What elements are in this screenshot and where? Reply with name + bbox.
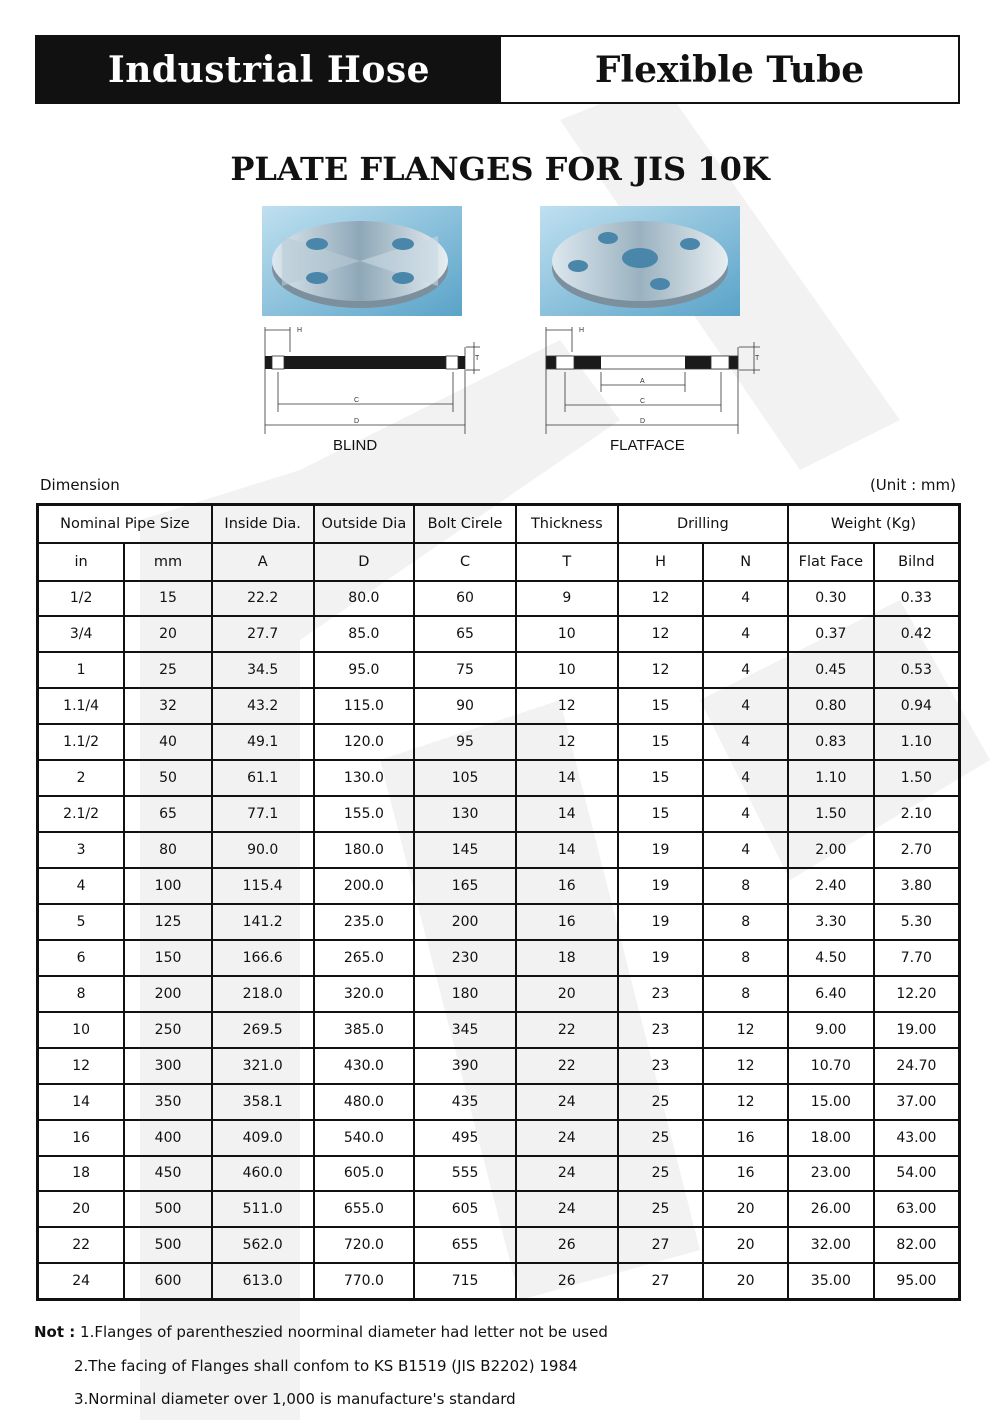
table-cell: 0.37 <box>788 616 874 652</box>
table-cell: 100 <box>124 868 212 904</box>
table-cell: 26 <box>516 1263 618 1299</box>
table-cell: 8 <box>703 868 788 904</box>
table-cell: 613.0 <box>212 1263 314 1299</box>
table-cell: 19 <box>618 940 704 976</box>
table-cell: 80.0 <box>314 581 415 617</box>
table-cell: 24.70 <box>874 1048 960 1084</box>
table-cell: 6 <box>38 940 125 976</box>
header-thickness: Thickness <box>516 505 618 543</box>
note-item <box>34 1350 608 1384</box>
table-cell: 605 <box>414 1191 516 1227</box>
table-row <box>38 760 960 796</box>
table-cell: 14 <box>38 1084 125 1120</box>
table-cell: 95.00 <box>874 1263 960 1299</box>
table-cell: 1.1/4 <box>38 688 125 724</box>
table-cell: 4 <box>703 724 788 760</box>
table-cell: 600 <box>124 1263 212 1299</box>
table-cell: 12 <box>618 616 704 652</box>
table-cell: 390 <box>414 1048 516 1084</box>
table-row <box>38 1191 960 1227</box>
table-cell: 32 <box>124 688 212 724</box>
table-cell: 25 <box>618 1084 704 1120</box>
table-cell: 8 <box>703 976 788 1012</box>
header-left-title: Industrial Hose <box>37 37 501 102</box>
table-cell: 23 <box>618 1048 704 1084</box>
table-cell: 358.1 <box>212 1084 314 1120</box>
table-cell: 2.40 <box>788 868 874 904</box>
table-cell: 37.00 <box>874 1084 960 1120</box>
table-cell: 15 <box>618 724 704 760</box>
note-text: 1.Flanges of parentheszied noorminal diameter had letter not be used <box>80 1323 608 1341</box>
table-cell: 49.1 <box>212 724 314 760</box>
table-cell: 12.20 <box>874 976 960 1012</box>
flatface-flange-photo <box>540 206 740 316</box>
table-cell: 0.83 <box>788 724 874 760</box>
table-cell: 141.2 <box>212 904 314 940</box>
table-cell: 130.0 <box>314 760 415 796</box>
table-cell: 15 <box>618 688 704 724</box>
table-cell: 2.70 <box>874 832 960 868</box>
table-cell: 20 <box>516 976 618 1012</box>
table-cell: 7.70 <box>874 940 960 976</box>
table-cell: 12 <box>38 1048 125 1084</box>
table-cell: 12 <box>703 1084 788 1120</box>
table-cell: 50 <box>124 760 212 796</box>
blind-flange-drawing <box>250 322 480 437</box>
header-drilling: Drilling <box>618 505 788 543</box>
svg-text:T: T <box>475 355 480 362</box>
table-cell: 14 <box>516 796 618 832</box>
table-cell: 8 <box>703 940 788 976</box>
header-inside-dia: Inside Dia. <box>212 505 314 543</box>
table-cell: 35.00 <box>788 1263 874 1299</box>
table-cell: 321.0 <box>212 1048 314 1084</box>
table-cell: 18.00 <box>788 1120 874 1156</box>
table-cell: 0.30 <box>788 581 874 617</box>
svg-text:D: D <box>640 418 646 425</box>
table-cell: 500 <box>124 1191 212 1227</box>
table-cell: 300 <box>124 1048 212 1084</box>
table-cell: 15 <box>618 796 704 832</box>
table-cell: 4 <box>703 581 788 617</box>
table-cell: 19.00 <box>874 1012 960 1048</box>
table-cell: 155.0 <box>314 796 415 832</box>
table-row <box>38 1048 960 1084</box>
table-cell: 22 <box>516 1048 618 1084</box>
table-cell: 12 <box>703 1012 788 1048</box>
table-cell: 20 <box>703 1191 788 1227</box>
table-row <box>38 724 960 760</box>
table-cell: 15.00 <box>788 1084 874 1120</box>
table-cell: 32.00 <box>788 1227 874 1263</box>
table-cell: 409.0 <box>212 1120 314 1156</box>
table-cell: 19 <box>618 904 704 940</box>
flatface-flange-drawing <box>538 322 768 437</box>
header-outside-dia: Outside Dia <box>314 505 415 543</box>
table-cell: 3/4 <box>38 616 125 652</box>
table-cell: 200 <box>124 976 212 1012</box>
table-cell: 218.0 <box>212 976 314 1012</box>
table-cell: 105 <box>414 760 516 796</box>
table-cell: 24 <box>516 1084 618 1120</box>
table-cell: 720.0 <box>314 1227 415 1263</box>
subheader-blind: Bilnd <box>874 543 960 581</box>
table-cell: 320.0 <box>314 976 415 1012</box>
table-cell: 385.0 <box>314 1012 415 1048</box>
svg-text:C: C <box>640 398 646 405</box>
table-cell: 2 <box>38 760 125 796</box>
table-row <box>38 1263 960 1299</box>
table-row <box>38 1012 960 1048</box>
subheader-a: A <box>212 543 314 581</box>
table-cell: 10 <box>38 1012 125 1048</box>
table-cell: 770.0 <box>314 1263 415 1299</box>
table-cell: 6.40 <box>788 976 874 1012</box>
table-cell: 26 <box>516 1227 618 1263</box>
table-cell: 61.1 <box>212 760 314 796</box>
table-cell: 23 <box>618 976 704 1012</box>
table-cell: 8 <box>703 904 788 940</box>
table-cell: 165 <box>414 868 516 904</box>
table-cell: 0.42 <box>874 616 960 652</box>
unit-label: (Unit : mm) <box>869 476 956 494</box>
svg-text:D: D <box>354 418 360 425</box>
table-cell: 16 <box>516 904 618 940</box>
svg-text:H: H <box>579 327 585 334</box>
blind-label: BLIND <box>333 437 378 454</box>
table-cell: 24 <box>38 1263 125 1299</box>
table-cell: 435 <box>414 1084 516 1120</box>
table-cell: 23.00 <box>788 1156 874 1192</box>
table-cell: 655 <box>414 1227 516 1263</box>
table-cell: 20 <box>703 1263 788 1299</box>
table-cell: 18 <box>516 940 618 976</box>
table-cell: 22 <box>516 1012 618 1048</box>
table-cell: 27.7 <box>212 616 314 652</box>
table-cell: 4 <box>703 688 788 724</box>
table-cell: 1.50 <box>788 796 874 832</box>
table-cell: 562.0 <box>212 1227 314 1263</box>
table-cell: 25 <box>618 1156 704 1192</box>
table-cell: 125 <box>124 904 212 940</box>
table-cell: 4 <box>703 796 788 832</box>
flange-dimension-table <box>36 503 961 1301</box>
svg-text:A: A <box>640 378 645 385</box>
table-cell: 655.0 <box>314 1191 415 1227</box>
table-cell: 400 <box>124 1120 212 1156</box>
table-cell: 715 <box>414 1263 516 1299</box>
table-cell: 54.00 <box>874 1156 960 1192</box>
table-cell: 27 <box>618 1263 704 1299</box>
table-cell: 10 <box>516 652 618 688</box>
table-row <box>38 940 960 976</box>
subheader-n: N <box>703 543 788 581</box>
table-cell: 65 <box>124 796 212 832</box>
table-row <box>38 652 960 688</box>
table-cell: 0.45 <box>788 652 874 688</box>
subheader-t: T <box>516 543 618 581</box>
table-cell: 34.5 <box>212 652 314 688</box>
table-cell: 3.30 <box>788 904 874 940</box>
table-cell: 12 <box>618 652 704 688</box>
table-cell: 16 <box>703 1120 788 1156</box>
table-cell: 495 <box>414 1120 516 1156</box>
table-cell: 95 <box>414 724 516 760</box>
table-cell: 14 <box>516 832 618 868</box>
header-bar <box>35 35 960 104</box>
table-cell: 450 <box>124 1156 212 1192</box>
note-text: 3.Norminal diameter over 1,000 is manufacture's standard <box>74 1390 516 1408</box>
table-cell: 180.0 <box>314 832 415 868</box>
table-cell: 115.0 <box>314 688 415 724</box>
table-row <box>38 1156 960 1192</box>
table-cell: 269.5 <box>212 1012 314 1048</box>
table-cell: 82.00 <box>874 1227 960 1263</box>
table-cell: 345 <box>414 1012 516 1048</box>
table-cell: 85.0 <box>314 616 415 652</box>
table-cell: 166.6 <box>212 940 314 976</box>
table-cell: 18 <box>38 1156 125 1192</box>
table-cell: 430.0 <box>314 1048 415 1084</box>
table-cell: 12 <box>516 688 618 724</box>
table-cell: 350 <box>124 1084 212 1120</box>
table-cell: 480.0 <box>314 1084 415 1120</box>
table-cell: 1 <box>38 652 125 688</box>
table-cell: 3.80 <box>874 868 960 904</box>
flatface-label: FLATFACE <box>610 437 685 454</box>
table-cell: 1.10 <box>788 760 874 796</box>
table-cell: 19 <box>618 868 704 904</box>
table-cell: 4.50 <box>788 940 874 976</box>
table-cell: 22 <box>38 1227 125 1263</box>
table-row <box>38 688 960 724</box>
table-cell: 12 <box>618 581 704 617</box>
table-cell: 23 <box>618 1012 704 1048</box>
table-cell: 24 <box>516 1120 618 1156</box>
table-cell: 511.0 <box>212 1191 314 1227</box>
table-cell: 15 <box>124 581 212 617</box>
table-row <box>38 868 960 904</box>
table-cell: 2.00 <box>788 832 874 868</box>
table-cell: 75 <box>414 652 516 688</box>
table-cell: 1.1/2 <box>38 724 125 760</box>
blind-flange-photo <box>262 206 462 316</box>
table-cell: 10.70 <box>788 1048 874 1084</box>
table-cell: 26.00 <box>788 1191 874 1227</box>
note-item <box>34 1316 608 1350</box>
table-cell: 95.0 <box>314 652 415 688</box>
table-row <box>38 1120 960 1156</box>
table-cell: 15 <box>618 760 704 796</box>
svg-text:C: C <box>354 397 360 404</box>
subheader-c: C <box>414 543 516 581</box>
page-title: PLATE FLANGES FOR JIS 10K <box>230 150 770 188</box>
table-cell: 25 <box>618 1191 704 1227</box>
note-text: 2.The facing of Flanges shall confom to KS B1519 (JIS B2202) 1984 <box>74 1356 578 1375</box>
dimension-label: Dimension <box>40 476 120 494</box>
table-cell: 4 <box>703 832 788 868</box>
table-cell: 9 <box>516 581 618 617</box>
table-row <box>38 616 960 652</box>
table-cell: 10 <box>516 616 618 652</box>
table-cell: 4 <box>703 652 788 688</box>
table-cell: 0.33 <box>874 581 960 617</box>
table-cell: 4 <box>38 868 125 904</box>
table-cell: 250 <box>124 1012 212 1048</box>
table-cell: 43.2 <box>212 688 314 724</box>
table-cell: 1/2 <box>38 581 125 617</box>
subheader-flat-face: Flat Face <box>788 543 874 581</box>
table-row <box>38 976 960 1012</box>
table-cell: 555 <box>414 1156 516 1192</box>
table-cell: 8 <box>38 976 125 1012</box>
table-cell: 24 <box>516 1191 618 1227</box>
table-cell: 3 <box>38 832 125 868</box>
table-cell: 77.1 <box>212 796 314 832</box>
subheader-d: D <box>314 543 415 581</box>
table-cell: 460.0 <box>212 1156 314 1192</box>
table-cell: 22.2 <box>212 581 314 617</box>
table-cell: 80 <box>124 832 212 868</box>
table-body <box>38 581 960 1300</box>
table-cell: 43.00 <box>874 1120 960 1156</box>
subheader-in: in <box>38 543 125 581</box>
table-cell: 235.0 <box>314 904 415 940</box>
table-cell: 265.0 <box>314 940 415 976</box>
subheader-mm: mm <box>124 543 212 581</box>
notes-section <box>34 1316 608 1417</box>
table-cell: 0.53 <box>874 652 960 688</box>
table-cell: 605.0 <box>314 1156 415 1192</box>
table-cell: 12 <box>516 724 618 760</box>
table-cell: 20 <box>703 1227 788 1263</box>
table-sub-header-row <box>38 543 960 581</box>
table-cell: 120.0 <box>314 724 415 760</box>
header-bolt-circle: Bolt Cirele <box>414 505 516 543</box>
table-row <box>38 832 960 868</box>
table-cell: 5.30 <box>874 904 960 940</box>
table-cell: 16 <box>516 868 618 904</box>
table-cell: 540.0 <box>314 1120 415 1156</box>
table-cell: 20 <box>124 616 212 652</box>
table-row <box>38 904 960 940</box>
subheader-h: H <box>618 543 704 581</box>
header-right-title: Flexible Tube <box>501 37 958 102</box>
table-cell: 500 <box>124 1227 212 1263</box>
table-cell: 25 <box>124 652 212 688</box>
table-cell: 40 <box>124 724 212 760</box>
header-nominal-pipe-size: Nominal Pipe Size <box>38 505 212 543</box>
note-item <box>34 1383 608 1417</box>
table-cell: 115.4 <box>212 868 314 904</box>
table-cell: 2.1/2 <box>38 796 125 832</box>
table-cell: 2.10 <box>874 796 960 832</box>
table-cell: 130 <box>414 796 516 832</box>
table-cell: 60 <box>414 581 516 617</box>
table-cell: 1.10 <box>874 724 960 760</box>
table-row <box>38 1084 960 1120</box>
table-cell: 9.00 <box>788 1012 874 1048</box>
table-row <box>38 796 960 832</box>
table-cell: 16 <box>38 1120 125 1156</box>
table-cell: 90.0 <box>212 832 314 868</box>
table-cell: 90 <box>414 688 516 724</box>
table-cell: 1.50 <box>874 760 960 796</box>
table-cell: 24 <box>516 1156 618 1192</box>
svg-text:H: H <box>297 327 303 334</box>
table-cell: 4 <box>703 616 788 652</box>
table-cell: 180 <box>414 976 516 1012</box>
table-cell: 0.80 <box>788 688 874 724</box>
table-cell: 65 <box>414 616 516 652</box>
table-cell: 200 <box>414 904 516 940</box>
table-cell: 5 <box>38 904 125 940</box>
table-cell: 20 <box>38 1191 125 1227</box>
table-group-header-row <box>38 505 960 543</box>
table-cell: 0.94 <box>874 688 960 724</box>
table-row <box>38 581 960 617</box>
table-row <box>38 1227 960 1263</box>
table-cell: 12 <box>703 1048 788 1084</box>
table-cell: 14 <box>516 760 618 796</box>
table-cell: 145 <box>414 832 516 868</box>
table-cell: 16 <box>703 1156 788 1192</box>
svg-text:T: T <box>755 355 760 362</box>
table-cell: 19 <box>618 832 704 868</box>
table-cell: 150 <box>124 940 212 976</box>
table-cell: 25 <box>618 1120 704 1156</box>
header-weight: Weight (Kg) <box>788 505 960 543</box>
notes-prefix: Not : <box>34 1323 76 1341</box>
table-cell: 4 <box>703 760 788 796</box>
table-cell: 27 <box>618 1227 704 1263</box>
table-cell: 200.0 <box>314 868 415 904</box>
table-cell: 230 <box>414 940 516 976</box>
table-cell: 63.00 <box>874 1191 960 1227</box>
